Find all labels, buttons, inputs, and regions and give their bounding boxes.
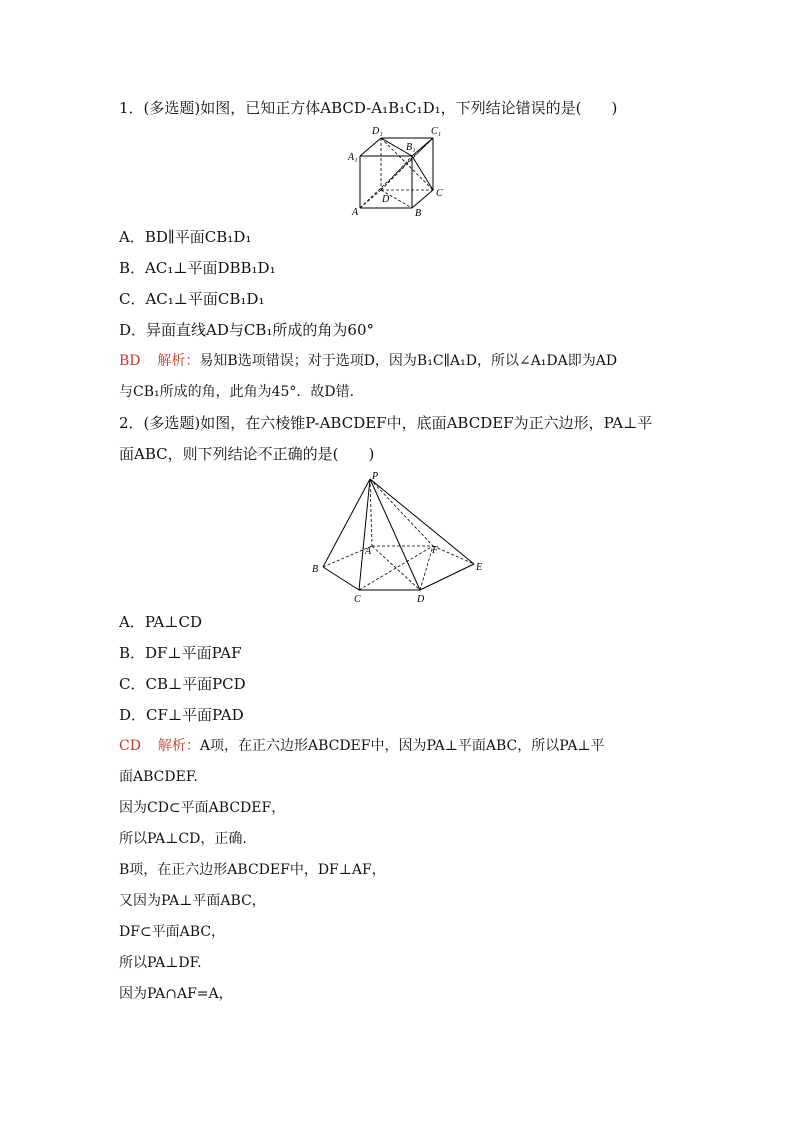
q1-analysis-label: 解析：: [157, 353, 200, 369]
hexagonal-pyramid-figure: [308, 470, 488, 605]
q2-option-c: C．CB⊥平面PCD: [119, 675, 246, 693]
cube-label-b: B: [415, 208, 422, 219]
q1-option-c: C．AC₁⊥平面CB₁D₁: [119, 290, 265, 308]
cube-label-d1: D₁: [372, 126, 383, 137]
q1-option-b: B．AC₁⊥平面DBB₁D₁: [119, 259, 276, 277]
pyramid-label-p: P: [372, 471, 379, 482]
q2-option-d: D．CF⊥平面PAD: [119, 706, 244, 724]
pyramid-label-d: D: [417, 594, 425, 605]
q2-analysis-line-9: 因为PA∩AF=A，: [119, 986, 233, 1002]
cube-label-a1: A₁: [348, 152, 358, 163]
q1-analysis-text-1: 易知B选项错误；对于选项D，因为B₁C∥A₁D，所以∠A₁DA即为AD: [199, 353, 618, 369]
q1-stem: 1．(多选题)如图，已知正方体ABCD-A₁B₁C₁D₁，下列结论错误的是( ): [119, 99, 618, 117]
q2-option-b: B．DF⊥平面PAF: [119, 644, 242, 662]
pyramid-label-e: E: [476, 562, 483, 573]
q2-stem-line-1: 2．(多选题)如图，在六棱锥P-ABCDEF中，底面ABCDEF为正六边形，PA⊥平: [119, 414, 653, 432]
q2-analysis-line-5: B项，在正六边形ABCDEF中，DF⊥AF，: [119, 862, 386, 878]
q2-answer: CD: [119, 738, 141, 754]
q1-option-a: A．BD∥平面CB₁D₁: [119, 228, 252, 246]
pyramid-label-c: C: [354, 594, 361, 605]
q2-analysis-label: 解析：: [157, 738, 200, 754]
q1-option-d: D．异面直线AD与CB₁所成的角为60°: [119, 321, 374, 339]
q2-analysis-line-4: 所以PA⊥CD，正确.: [119, 831, 247, 847]
q1-analysis-line-1: [119, 351, 617, 371]
cube-label-c1: C₁: [431, 126, 442, 137]
cube-figure: [345, 122, 455, 220]
q2-analysis-line-3: 因为CD⊂平面ABCDEF，: [119, 800, 286, 816]
pyramid-label-a: A: [365, 546, 372, 557]
cube-label-b1: B₁: [406, 142, 416, 153]
q1-answer: BD: [119, 353, 141, 369]
q1-analysis-line-2: 与CB₁所成的角，此角为45°．故D错．: [119, 384, 364, 400]
q2-stem-line-2: 面ABC，则下列结论不正确的是( ): [119, 445, 375, 463]
q2-analysis-text-1: A项，在正六边形ABCDEF中，因为PA⊥平面ABC，所以PA⊥平: [199, 738, 605, 754]
cube-label-c: C: [436, 188, 443, 199]
cube-label-a: A: [352, 207, 359, 218]
pyramid-label-f: F: [432, 545, 439, 556]
q2-analysis-line-2: 面ABCDEF.: [119, 769, 198, 785]
q2-analysis-line-6: 又因为PA⊥平面ABC，: [119, 893, 266, 909]
q2-analysis-line-1: [119, 736, 605, 756]
q2-analysis-line-8: 所以PA⊥DF.: [119, 955, 202, 971]
pyramid-label-b: B: [312, 564, 319, 575]
q2-option-a: A．PA⊥CD: [119, 613, 202, 631]
q2-analysis-line-7: DF⊂平面ABC，: [119, 924, 226, 940]
cube-label-d: D: [382, 194, 390, 205]
